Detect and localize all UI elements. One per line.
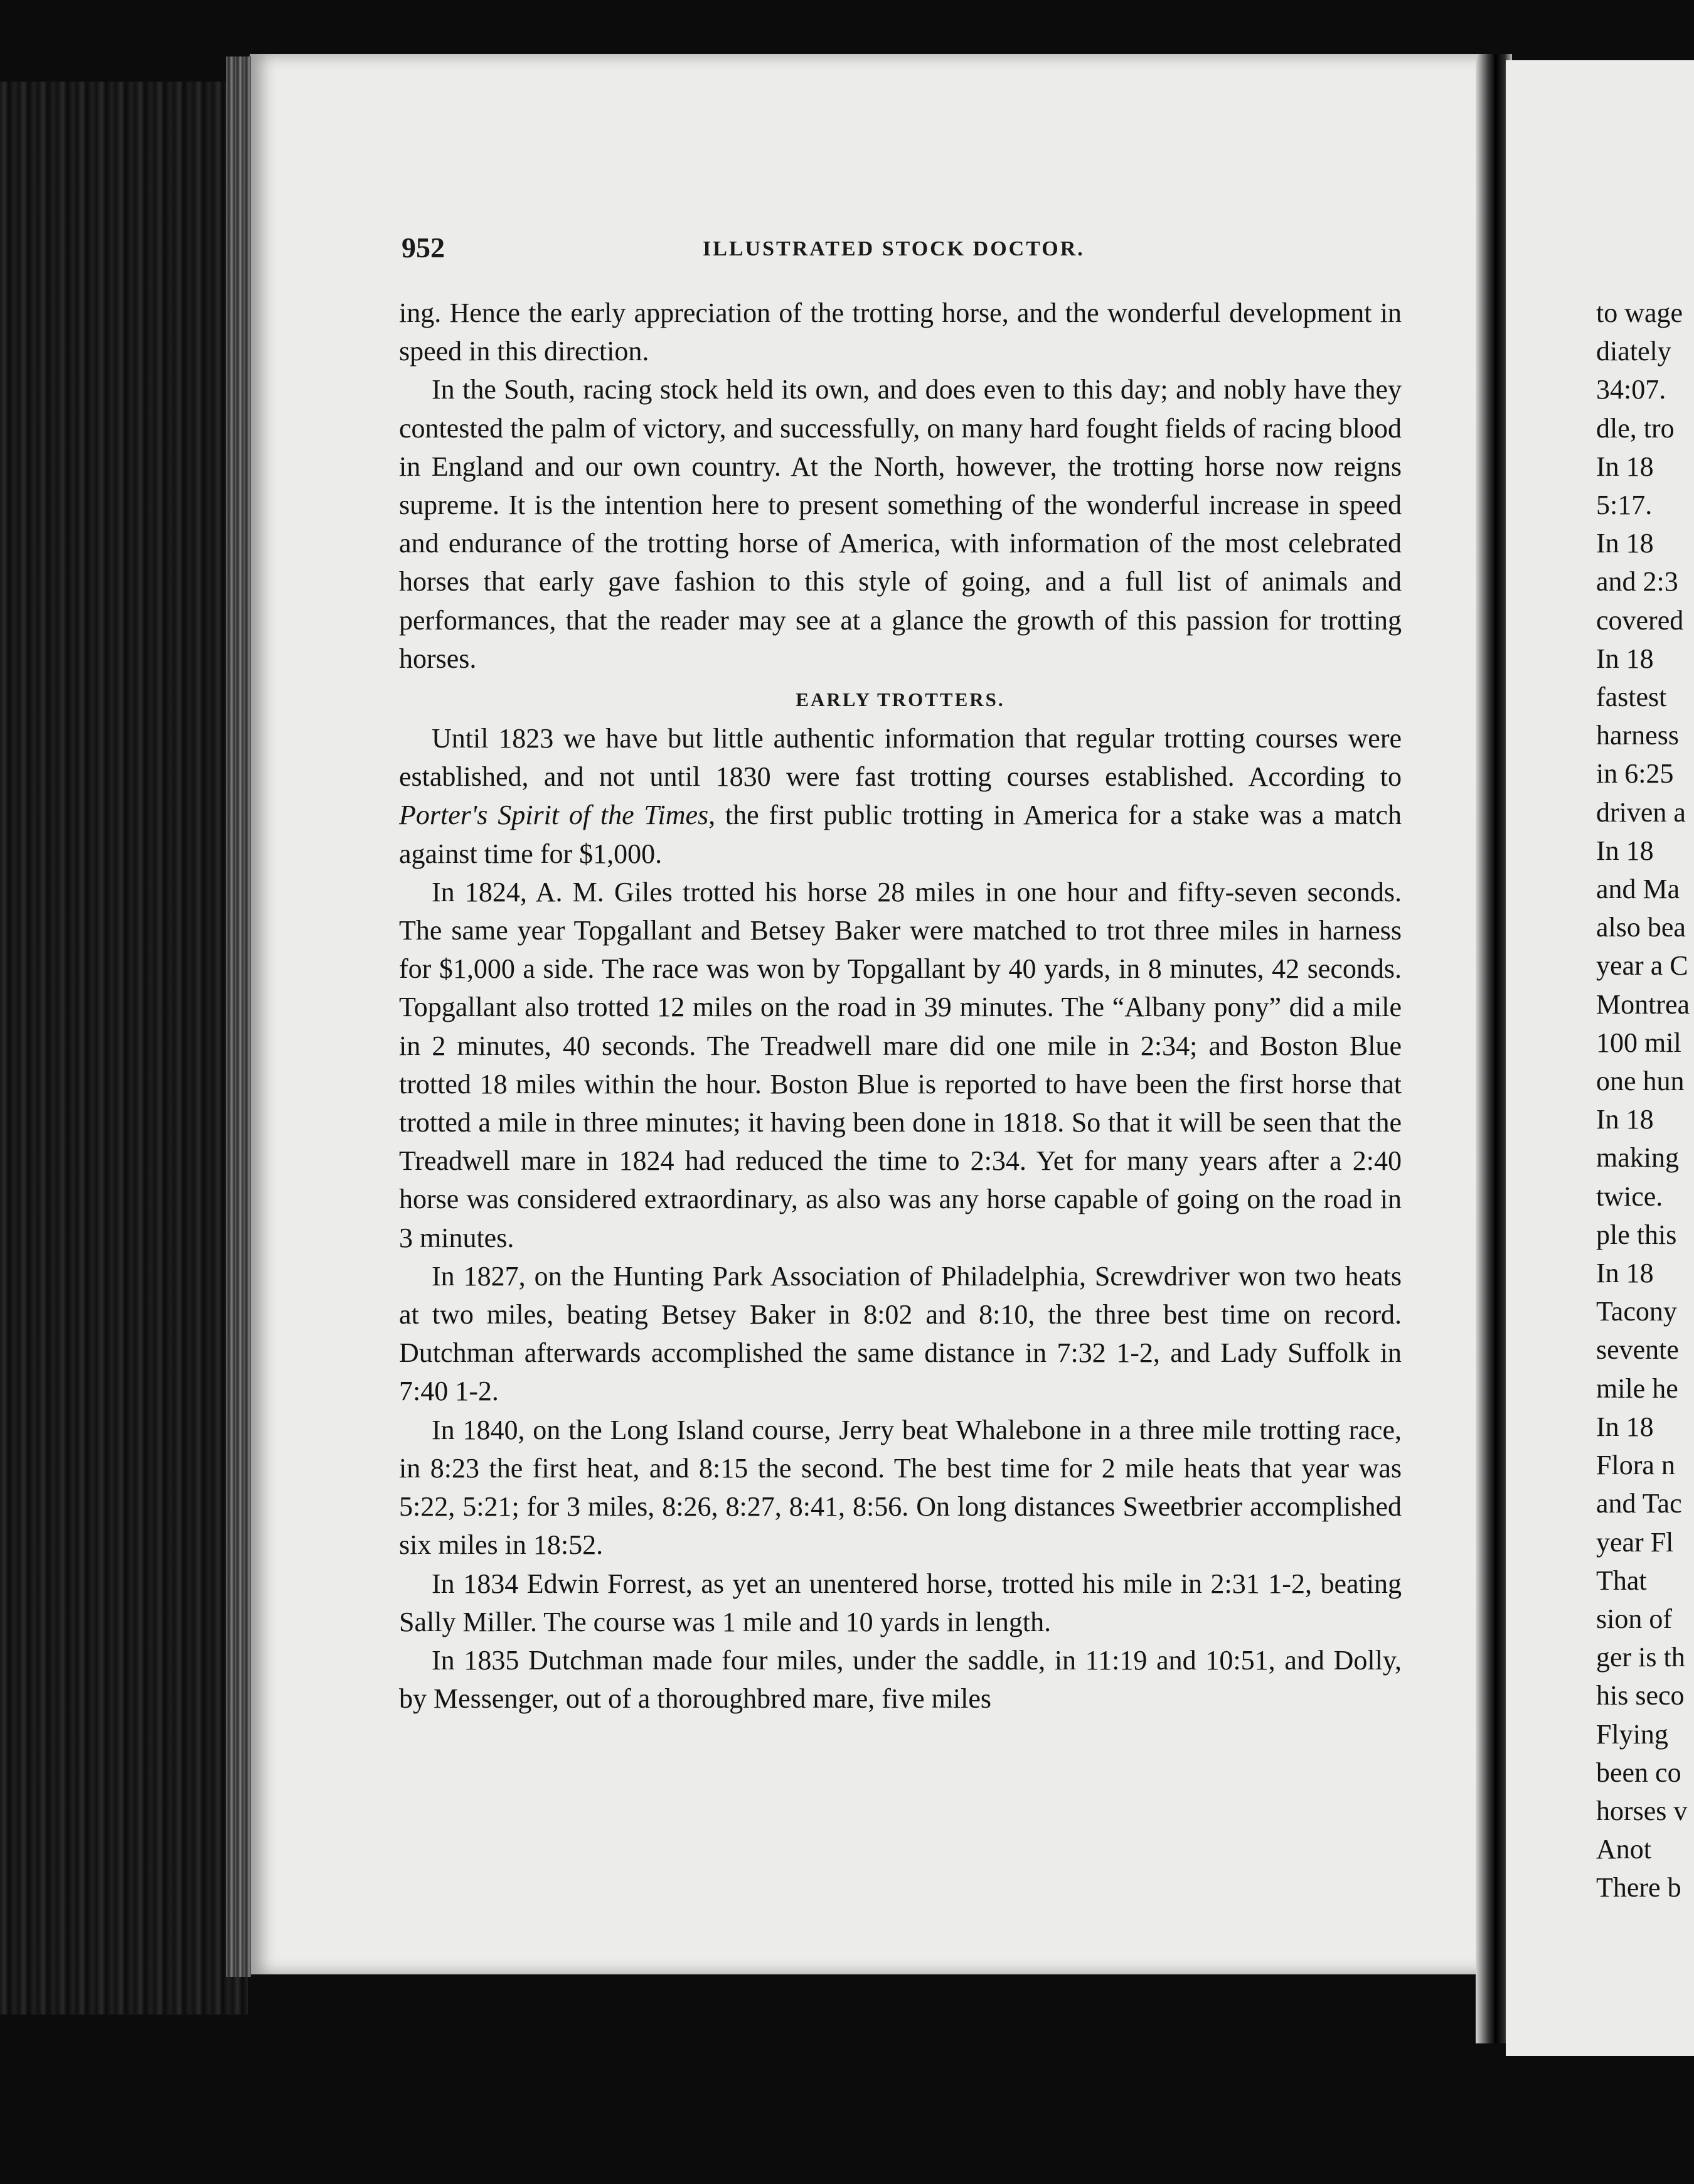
paragraph-3-text-a: Until 1823 we have but little authentic information that regular trotting courses were established, and not until 1830 were fast trotting courses established. According to (399, 723, 1402, 793)
paragraph-7: In 1834 Edwin Forrest, as yet an unentered horse, trotted his mile in 2:31 1-2, beating Sally Miller. The course was 1 mile and 10 yards in length. (399, 1568, 1402, 1637)
right-page-line: to wage (1596, 297, 1683, 328)
right-page-line: year a C (1596, 950, 1688, 982)
right-page-line: In 18 (1596, 1258, 1654, 1289)
running-title: ILLUSTRATED STOCK DOCTOR. (703, 237, 1085, 260)
right-page-line: been co (1596, 1757, 1681, 1788)
right-page-line: In 18 (1596, 451, 1654, 482)
right-page-line: and Tac (1596, 1488, 1682, 1519)
page-header (402, 231, 1403, 269)
right-page-line: In 18 (1596, 1104, 1654, 1135)
page-number: 952 (402, 232, 445, 264)
right-page-text-fragment (1596, 294, 1694, 1907)
paragraph-3 (399, 719, 1402, 873)
paragraph-4: In 1824, A. M. Giles trotted his horse 28 miles in one hour and fifty-seven seconds. The same year Topgallant and Betsey Baker were matched to trot three miles in harness for $1,000 a side. The race was won by Topgallant by 40 yards, in 8 minutes, 42 seconds. Topgallant also trotted 12 miles on the road in 39 minutes. The “Albany pony” did a mile in 2 minutes, 40 seconds. The Treadwell mare did one mile in 2:34; and Boston Blue trotted 18 miles within the hour. Boston Blue is reported to have been the first horse that trotted a mile in three minutes; it having been done in 1818. So that it will be seen that the Treadwell mare in 1824 had reduced the time to 2:34. Yet for many years after a 2:40 horse was considered extraordinary, as also was any horse capable of going on the road in 3 minutes. (399, 876, 1402, 1253)
right-page-line: Anot (1596, 1834, 1651, 1865)
right-page-line: twice. (1596, 1180, 1663, 1212)
paragraph-6: In 1840, on the Long Island course, Jerry beat Whalebone in a three mile trotting race, in 8:23 the first heat, and 8:15 the second. The best time for 2 mile heats that year was 5:22, 5:21; for 3 miles, 8:26, 8:27, 8:41, 8:56. On long distances Sweetbrier accomplished six miles in 18:52. (399, 1414, 1402, 1561)
right-page-line: There b (1596, 1872, 1681, 1903)
right-page-line: driven a (1596, 796, 1686, 828)
right-page-line: 34:07. (1596, 374, 1666, 405)
right-page-line: 100 mil (1596, 1027, 1681, 1058)
section-heading: EARLY TROTTERS. (796, 688, 1005, 711)
main-text-column (399, 294, 1402, 1718)
right-page-line: horses v (1596, 1795, 1688, 1826)
right-page-line: In 18 (1596, 528, 1654, 559)
right-page-line: Tacony (1596, 1296, 1677, 1327)
right-page-line: mile he (1596, 1373, 1678, 1404)
right-page-line: ple this (1596, 1219, 1677, 1250)
right-page-line: harness (1596, 720, 1679, 751)
book-spine (0, 82, 248, 2015)
right-page-line: ger is th (1596, 1642, 1685, 1673)
right-page-line: fastest (1596, 682, 1667, 713)
right-page-line: his seco (1596, 1680, 1685, 1711)
right-page-line: That (1596, 1565, 1647, 1596)
paragraph-1: ing. Hence the early appreciation of the trotting horse, and the wonderful development in speed in this direction. (399, 297, 1402, 367)
right-page-line: and 2:3 (1596, 566, 1678, 597)
paragraph-3-text-b: , the first public trotting in America for a stake was a match against time for $1,000. (399, 800, 1402, 869)
paragraph-5: In 1827, on the Hunting Park Association of Philadelphia, Screwdriver won two heats at two miles, beating Betsey Baker in 8:02 and 8:10, the three best time on record. Dutchman afterwards accomplished the same distance in 7:32 1-2, and Lady Suffolk in 7:40 1-2. (399, 1260, 1402, 1407)
publication-title: Porter's Spirit of the Times (399, 800, 709, 831)
right-page-line: and Ma (1596, 874, 1680, 905)
right-page-line: diately (1596, 336, 1671, 367)
right-page-line: making (1596, 1142, 1679, 1174)
right-page-line: Montrea (1596, 988, 1690, 1020)
right-page-line: In 18 (1596, 835, 1654, 866)
right-page-line: 5:17. (1596, 490, 1653, 521)
right-page-line: sevente (1596, 1334, 1679, 1366)
right-page-line: dle, tro (1596, 412, 1675, 444)
right-page-line: one hun (1596, 1066, 1685, 1097)
right-page-line: Flying (1596, 1718, 1668, 1750)
right-page-line: Flora n (1596, 1450, 1675, 1481)
right-page-line: In 18 (1596, 1411, 1654, 1442)
paragraph-2: In the South, racing stock held its own, and does even to this day; and nobly have they contested the palm of victory, and successfully, on many hard fought fields of racing blood in England and our own country. At the North, however, the trotting horse now reigns supreme. It is the intention here to present something of the wonderful increase in speed and endurance of the trotting horse of America, with information of the most celebrated horses that early gave fashion to this style of going, and a full list of animals and performances, that the reader may see at a glance the growth of this passion for trotting horses. (399, 374, 1402, 674)
right-page-line: in 6:25 (1596, 758, 1674, 790)
page-edges (226, 56, 251, 1977)
right-page-line: sion of (1596, 1603, 1672, 1634)
right-page-line: covered (1596, 604, 1684, 636)
paragraph-8: In 1835 Dutchman made four miles, under the saddle, in 11:19 and 10:51, and Dolly, by Messenger, out of a thoroughbred mare, five miles (399, 1644, 1402, 1715)
right-page-line: In 18 (1596, 643, 1654, 674)
right-page-line: year Fl (1596, 1526, 1674, 1558)
right-page-line: also bea (1596, 912, 1686, 943)
